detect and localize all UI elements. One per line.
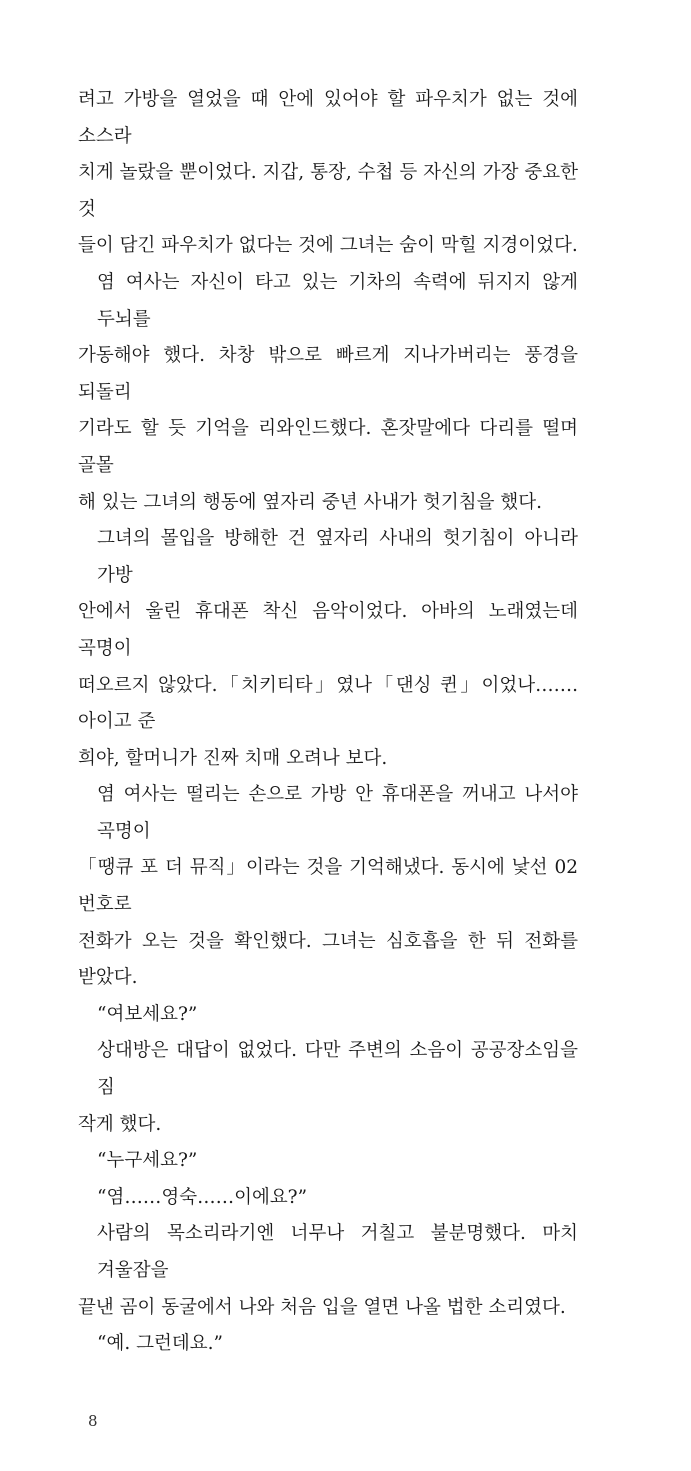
text-line: 전화가 오는 것을 확인했다. 그녀는 심호흡을 한 뒤 전화를 받았다. — [78, 930, 578, 989]
text-line: 떠오르지 않았다.「치키티타」였나「댄싱 퀸」이었나……. 아이고 준 — [78, 674, 578, 733]
text-line: 사람의 목소리라기엔 너무나 거칠고 불분명했다. 마치 겨울잠을 — [97, 1223, 578, 1281]
page-number: 8 — [88, 1411, 98, 1430]
body-text — [78, 0, 578, 1363]
text-line: “염……영숙……이에요?” — [97, 1186, 308, 1208]
text-line: 해 있는 그녀의 행동에 옆자리 중년 사내가 헛기침을 했다. — [78, 491, 542, 513]
text-line: 그녀의 몰입을 방해한 건 옆자리 사내의 헛기침이 아니라 가방 — [97, 528, 578, 586]
text-line: 상대방은 대답이 없었다. 다만 주변의 소음이 공공장소임을 짐 — [97, 1040, 578, 1099]
text-line: 「땡큐 포 더 뮤직」이라는 것을 기억해냈다. 동시에 낯선 02 번호로 — [78, 857, 578, 916]
text-line: “여보세요?” — [97, 1003, 198, 1025]
text-line: 염 여사는 떨리는 손으로 가방 안 휴대폰을 꺼내고 나서야 곡명이 — [97, 784, 578, 842]
text-line: 끝낸 곰이 동굴에서 나와 처음 입을 열면 나올 법한 소리였다. — [78, 1296, 566, 1318]
text-line: 작게 했다. — [78, 1113, 162, 1135]
text-line: 치게 놀랐을 뿐이었다. 지갑, 통장, 수첩 등 자신의 가장 중요한 것 — [78, 162, 578, 220]
text-line: “누구세요?” — [97, 1150, 198, 1172]
text-line: 가동해야 했다. 차창 밖으로 빠르게 지나가버리는 풍경을 되돌리 — [78, 345, 578, 403]
text-line: 염 여사는 자신이 타고 있는 기차의 속력에 뒤지지 않게 두뇌를 — [97, 271, 578, 330]
text-line: 기라도 할 듯 기억을 리와인드했다. 혼잣말에다 다리를 떨며 골몰 — [78, 418, 578, 476]
text-line: 려고 가방을 열었을 때 안에 있어야 할 파우치가 없는 것에 소스라 — [78, 89, 578, 147]
text-line: 안에서 울린 휴대폰 착신 음악이었다. 아바의 노래였는데 곡명이 — [78, 601, 578, 659]
text-line: “예. 그런데요.” — [97, 1333, 223, 1355]
text-line: 희야, 할머니가 진짜 치매 오려나 보다. — [78, 747, 388, 769]
text-line: 들이 담긴 파우치가 없다는 것에 그녀는 숨이 막힐 지경이었다. — [78, 235, 578, 257]
